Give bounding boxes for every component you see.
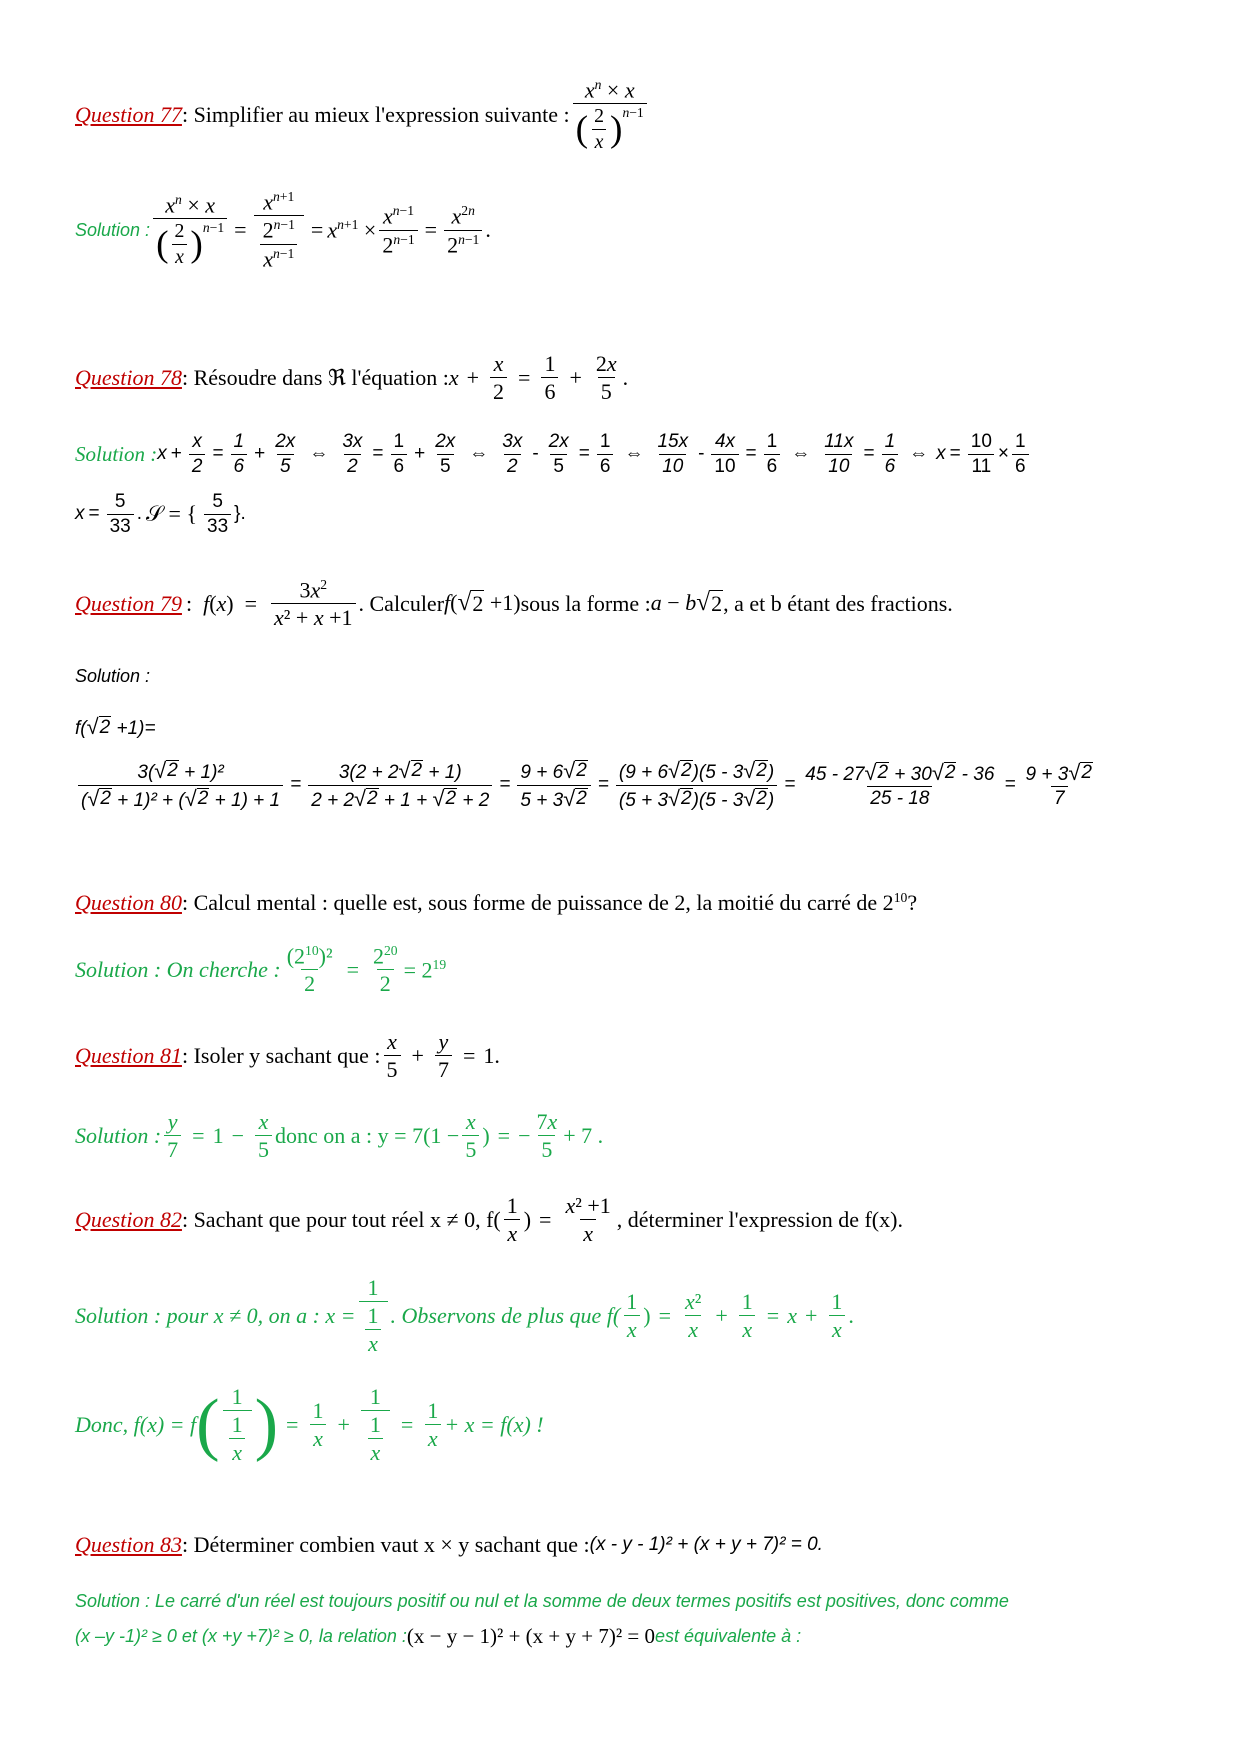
- question-79-label[interactable]: Question 79: [75, 590, 182, 616]
- solution-77: Solution : $x^n \times x$ ( 2 x ) $^{n -1}$ = $\frac{x^{n+1}}{\frac{2^{n-1}}{x^{n-1}}}$ = $x^{n+1}$ × $\frac{x^{n-1}}{2^{n-1}}$ = $\frac{x^{2n}}{2^{n-1}}$ .: [75, 189, 491, 272]
- solution-77-label: Solution :: [75, 219, 151, 240]
- solution-79-label: Solution :: [75, 666, 151, 686]
- question-79-text-end: , a et b étant des fractions.: [723, 590, 953, 616]
- question-80-text: : Calcul mental : quelle est, sous forme de puissance de 2, la moitié du carré de 2: [181, 890, 894, 915]
- solution-80-label: Solution : On cherche :: [75, 956, 281, 982]
- solution-82-donc: Donc, f(x) = f ( 1 $\frac{1}{x}$ ) = $\frac{1}{x}$ + $\frac{1}{\frac{1}{x}}$ = $\frac{1}{x}$ + x = f(x) !: [75, 1384, 544, 1466]
- question-83-equation: (x - y - 1)² + (x + y + 7)² = 0.: [589, 1534, 823, 1555]
- question-83-label[interactable]: Question 83: [75, 1532, 182, 1557]
- question-82-label[interactable]: Question 82: [75, 1206, 182, 1232]
- solution-81-label: Solution :: [75, 1122, 162, 1148]
- solution-83-line1: Solution : Le carré d'un réel est toujours positif ou nul et la somme de deux termes positifs est positives, donc comme: [75, 1591, 1009, 1611]
- question-79-text-tail: sous la forme :: [520, 590, 651, 616]
- solution-83-line2: (x –y -1)² ≥ 0 et (x +y +7)² ≥ 0, la relation : (x − y − 1)² + (x + y + 7)² = 0 est équivalente à :: [75, 1624, 802, 1648]
- question-77-label[interactable]: Question 77: [75, 102, 182, 128]
- question-80-label[interactable]: Question 80: [75, 890, 182, 915]
- question-78-text: : Résoudre dans ℜ l'équation :: [181, 364, 449, 390]
- question-81-label[interactable]: Question 81: [75, 1042, 182, 1068]
- question-77: [75, 78, 650, 153]
- solution-78: Solution : x + $\frac{x}{2}$ = $\frac{1}{6}$ + $\frac{2x}{5}$ ⇔ $\frac{3x}{2}$ = $\frac{1}{6}$ + $\frac{2x}{5}$ ⇔ 3x 2 - $\frac{2x}{5}$ = $\frac{1}{6}$ ⇔ 15x 10 - $\frac{4x}{10}$ = $\frac{1}{6}$ ⇔ $\frac{11x}{10}$ = $\frac{1}{6}$ ⇔ x = $\frac{10}{11}$ × $\frac{1}{6}$: [75, 432, 1032, 477]
- question-82-text: : Sachant que pour tout réel x ≠ 0, f(: [181, 1206, 501, 1232]
- question-77-expression: $x^n \times x$ ( 2 x ) $^{n -1}$: [573, 78, 647, 153]
- question-83: [75, 1532, 823, 1558]
- question-81-text: : Isoler y sachant que :: [181, 1042, 381, 1068]
- question-82-text-end: , déterminer l'expression de f(x).: [616, 1206, 903, 1232]
- question-78: Question 78 : Résoudre dans ℜ l'équation : x + $\frac{x}{2}$ = $\frac{1}{6}$ + $\frac{2x}{5}$ .: [75, 351, 629, 405]
- solution-82-donc-label: Donc, f(x) = f: [75, 1411, 197, 1437]
- solution-78-label: Solution :: [75, 441, 158, 466]
- question-78-label[interactable]: Question 78: [75, 364, 182, 390]
- solution-80: Solution : On cherche : $\frac{(2^{10})^2}{2}$ = $\frac{2^{20}}{2}$ = $2^{19}$: [75, 943, 447, 997]
- solution-81: Solution : $\frac{y}{7}$ = 1 − $\frac{x}{5}$ donc on a : y = 7(1 − $\frac{x}{5}$ ) = − $\frac{7x}{5}$ + 7 .: [75, 1109, 604, 1163]
- solution-79-fexpr: f( √ 2 +1)=: [75, 714, 156, 739]
- question-79: Question 79 : f(x) = $\frac{3x^2}{\text{x² + x +1}}$ . Calculer f( √ 2 +1) sous la forme : a − b √ 2 , a et b étant des fractions.: [75, 577, 953, 631]
- question-80: Question 80 : Calcul mental : quelle est, sous forme de puissance de 2, la moitié du carré de 2 $^{10}$ ?: [75, 890, 918, 915]
- solution-78-result: x = $\frac{5}{33}$ . 𝒮 = { 5 33 }.: [75, 491, 246, 537]
- solution-82: Solution : pour x ≠ 0, on a : x = $\frac{1}{\frac{1}{x}}$ . Observons de plus que f( 1 x ) = $\frac{\text{x²}}{x}$ + $\frac{1}{x}$ = x + $\frac{1}{x}$ .: [75, 1275, 854, 1357]
- question-79-text-mid: . Calculer: [358, 590, 445, 616]
- question-77-text: : Simplifier au mieux l'expression suivante :: [181, 102, 570, 128]
- question-82: Question 82 : Sachant que pour tout réel x ≠ 0, f( 1 x ) = $\frac{\text{x² +1}}{x}$ , déterminer l'expression de f(x).: [75, 1193, 903, 1247]
- solution-81-mid: donc on a : y = 7(1 −: [275, 1122, 460, 1148]
- question-83-text: : Déterminer combien vaut x × y sachant que :: [181, 1532, 590, 1557]
- question-81: Question 81 : Isoler y sachant que : x 5 + $\frac{y}{7}$ = 1.: [75, 1029, 500, 1083]
- solution-79-chain: 3( √ 2 + 1)² ( √ 2 + 1)² + ( √ 2 + 1) + 1 = 3(2 + 2 √ 2 + 1) 2 + 2 √ 2 + 1 + √ 2 + 2 = 9 + 6 √ 2 5 + 3 √ 2 = (9 + 6 √ 2 )(5 - 3 √ 2 ) (5 + 3 √ 2 )(5 - 3 √ 2 ) = 45 - 27 √ 2 + 30 √ 2 - 36 25 - 18 = 9 + 3 √ 2 7: [75, 760, 1099, 811]
- solution-82-label: Solution : pour x ≠ 0, on a : x =: [75, 1302, 356, 1328]
